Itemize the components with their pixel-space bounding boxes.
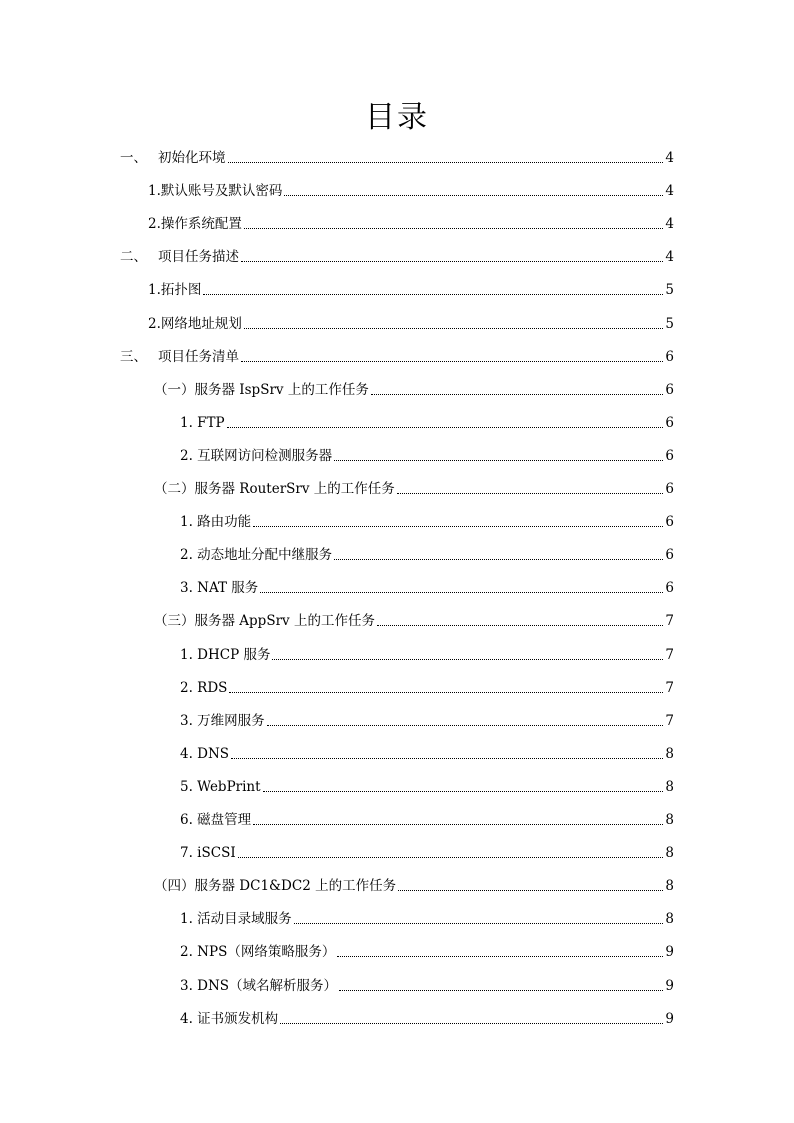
toc-entry-text: 3. DNS（域名解析服务）: [180, 977, 338, 994]
toc-entry-label: [154, 877, 396, 895]
toc-entry-text: 3. 万维网服务: [180, 712, 265, 729]
toc-entry-text: 1. 路由功能: [180, 514, 252, 531]
toc-entry-page: 8: [665, 778, 674, 795]
toc-entry-label: [148, 215, 242, 233]
toc-entry[interactable]: [0, 266, 674, 299]
toc-entry-text: 1. 活动目录域服务: [180, 911, 292, 928]
toc-entry-text: （四）服务器 DC1&DC2 上的工作任务: [154, 878, 397, 895]
toc-entry[interactable]: [0, 829, 674, 862]
toc-entry[interactable]: [0, 498, 674, 531]
dot-leader: [371, 394, 664, 395]
dot-leader: [334, 559, 663, 560]
toc-entry[interactable]: [0, 300, 674, 333]
toc-entry-label: [148, 281, 201, 299]
toc-entry-text: 7. iSCSI: [180, 845, 236, 862]
toc-entry[interactable]: [0, 763, 674, 796]
dot-leader: [272, 659, 663, 660]
dot-leader: [377, 625, 663, 626]
toc-entry[interactable]: [0, 995, 674, 1028]
toc-entry[interactable]: [0, 631, 674, 664]
toc-entry-label: [180, 910, 292, 928]
toc-entry[interactable]: [0, 862, 674, 895]
toc-entry[interactable]: [0, 432, 674, 465]
dot-leader: [203, 294, 663, 295]
toc-entry-page: 7: [665, 646, 674, 663]
toc-entry-text: 2. RDS: [180, 679, 228, 696]
toc-entry-page: 9: [665, 977, 674, 994]
toc-entry-text: （一）服务器 IspSrv 上的工作任务: [154, 381, 369, 398]
toc-entry[interactable]: [0, 796, 674, 829]
toc-entry-page: 7: [665, 679, 674, 696]
toc-entry[interactable]: [0, 730, 674, 763]
toc-entry-text: 1. FTP: [180, 414, 225, 431]
toc-entry-text: 4. 证书颁发机构: [180, 1010, 279, 1027]
toc-entry-text: 初始化环境: [158, 150, 226, 166]
toc-entry-page: 6: [665, 481, 674, 497]
toc-entry-text: 1.默认账号及默认密码: [148, 183, 283, 200]
toc-entry-page: 8: [665, 878, 674, 895]
dot-leader: [397, 493, 664, 494]
dot-leader: [238, 857, 664, 858]
toc-entry-page: 4: [665, 183, 674, 200]
toc-entry-label: [180, 977, 337, 995]
toc-entry-text: 2.网络地址规划: [148, 315, 242, 332]
toc-entry-text: 3. NAT 服务: [180, 580, 259, 597]
toc-entry[interactable]: [0, 962, 674, 995]
toc-entry-number: 三、: [120, 348, 147, 365]
dot-leader: [244, 228, 664, 229]
toc-entry-page: 6: [665, 447, 674, 464]
toc-entry-page: 7: [665, 613, 674, 630]
dot-leader: [241, 361, 663, 362]
toc-entry-page: 8: [665, 745, 674, 762]
dot-leader: [231, 758, 663, 759]
dot-leader: [241, 261, 663, 262]
toc-entry-label: [180, 414, 225, 432]
toc-entry-label: [180, 1010, 278, 1028]
toc-entry-page: 6: [665, 348, 674, 365]
toc-entry[interactable]: [0, 399, 674, 432]
toc-entry-label: [180, 844, 236, 862]
toc-entry-label: [180, 943, 335, 961]
dot-leader: [263, 791, 664, 792]
toc-entry[interactable]: [0, 200, 674, 233]
toc-entry-page: 9: [665, 944, 674, 961]
toc-entry-label: [120, 348, 239, 366]
toc-entry[interactable]: [0, 697, 674, 730]
toc-entry-label: [180, 811, 251, 829]
toc-entry-label: [154, 480, 395, 498]
toc-entry-label: [180, 579, 258, 597]
toc-entry-label: [120, 248, 239, 266]
toc-entry[interactable]: [0, 333, 674, 366]
toc-entry[interactable]: [0, 664, 674, 697]
toc-entry[interactable]: [0, 597, 674, 630]
dot-leader: [228, 162, 664, 163]
toc-entry-page: 4: [665, 150, 674, 166]
toc-entry-page: 6: [665, 580, 674, 597]
toc-entry-label: [120, 149, 226, 167]
toc-entry-text: 1.拓扑图: [148, 282, 202, 299]
toc-entry[interactable]: [0, 465, 674, 498]
toc-entry-text: 项目任务描述: [158, 249, 239, 266]
toc-entry-label: [180, 546, 332, 564]
toc-entry-page: 6: [665, 414, 674, 431]
dot-leader: [229, 692, 663, 693]
toc-entry-text: 1. DHCP 服务: [180, 646, 271, 663]
toc-entry[interactable]: [0, 531, 674, 564]
dot-leader: [227, 427, 664, 428]
toc-entry-label: [148, 182, 282, 200]
toc-entry-page: 4: [665, 216, 674, 233]
toc-entry-page: 5: [665, 315, 674, 332]
toc-entry-text: 2. NPS（网络策略服务）: [180, 944, 336, 961]
toc-entry-page: 8: [665, 911, 674, 928]
toc-entry-label: [180, 745, 229, 763]
toc-entry-page: 8: [665, 812, 674, 828]
toc-entry-page: 6: [665, 514, 674, 531]
toc-entry-text: 2.操作系统配置: [148, 216, 242, 233]
toc-entry-label: [180, 778, 261, 796]
toc-entry-label: [180, 679, 227, 697]
toc-entry-page: 5: [665, 282, 674, 299]
toc-entry-page: 7: [665, 712, 674, 729]
toc-entry-page: 4: [665, 249, 674, 266]
toc-entry-label: [180, 712, 265, 730]
toc-entry[interactable]: [0, 167, 674, 200]
toc-entry-label: [180, 513, 251, 531]
dot-leader: [280, 1023, 663, 1024]
toc-entry-text: 4. DNS: [180, 745, 230, 762]
dot-leader: [334, 460, 663, 461]
toc-entry-text: 5. WebPrint: [180, 778, 261, 795]
toc-entry[interactable]: [0, 564, 674, 597]
toc-entry-label: [154, 381, 369, 399]
toc-entry-text: （二）服务器 RouterSrv 上的工作任务: [154, 481, 395, 497]
toc-entry-label: [180, 646, 270, 664]
toc-entry-text: 6. 磁盘管理: [180, 812, 252, 828]
toc-entry-page: 6: [665, 547, 674, 564]
toc-entry-label: [180, 447, 332, 465]
toc-entry[interactable]: [0, 928, 674, 961]
dot-leader: [337, 956, 663, 957]
toc-entry-number: 二、: [120, 249, 147, 266]
dot-leader: [398, 890, 663, 891]
toc-entry-text: 2. 互联网访问检测服务器: [180, 447, 333, 464]
toc-entry[interactable]: [0, 233, 674, 266]
dot-leader: [339, 990, 663, 991]
dot-leader: [253, 526, 663, 527]
toc-title: 目录: [365, 100, 429, 135]
dot-leader: [284, 195, 663, 196]
toc-entry-number: 一、: [120, 150, 147, 166]
dot-leader: [294, 923, 664, 924]
toc-entry-page: 9: [665, 1010, 674, 1027]
dot-leader: [244, 328, 664, 329]
toc-entry-page: 6: [665, 381, 674, 398]
dot-leader: [260, 592, 663, 593]
dot-leader: [253, 824, 663, 825]
toc-entry[interactable]: [0, 366, 674, 399]
toc-entry-text: 2. 动态地址分配中继服务: [180, 547, 333, 564]
dot-leader: [267, 725, 664, 726]
toc-entry-label: [148, 315, 242, 333]
toc-entry[interactable]: [0, 895, 674, 928]
toc-entry-text: （三）服务器 AppSrv 上的工作任务: [154, 613, 375, 630]
toc-entry[interactable]: [0, 134, 674, 167]
toc-entry-label: [154, 612, 375, 630]
toc-entry-page: 8: [665, 845, 674, 862]
toc-entry-text: 项目任务清单: [158, 348, 239, 365]
